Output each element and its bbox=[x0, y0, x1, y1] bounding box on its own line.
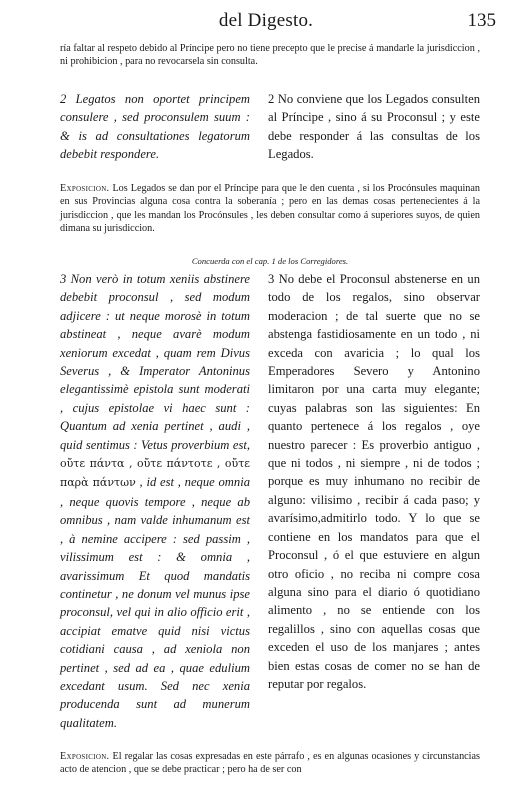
spanish-text-section-3: 3 No debe el Proconsul abstenerse en un todo de los regalos, sino observar moderacion ; de tal suerte que no se abstenga fastidiosamente en un todo , ni exceda con avaricia ; lo qual los Emperadores Severo y Antonino limitaron por una carta muy elegante; cuyas palabras son las siguientes: En quanto pertenece á los regalos , oye nuestro parecer : Es proverbio antiguo , que ni todos , ni siempre , ni de todos ; porque es muy inhumano no recibir de alguno: vilisimo , recibir á cada paso; y avarísimo,admitirlo todo. Y lo que se contiene en los mandatos para que el Proconsul , ó el que estuviere en algun otro oficio , no reciba ni compre cosa alguna sino para el diario ó quotidiano alimento , no se entiende con los regalillos , sino con aquellas cosas que exceden el uso de los manjares ; antes bien estas cosas de comer no se han de reputar por regalos. bbox=[268, 272, 480, 691]
exposicion-label: Exposicion. bbox=[60, 183, 110, 194]
latin-text-section-2: 2 Legatos non oportet principem consulere , sed proconsulem suum : & is ad consultationes legatorum debebit respondere. bbox=[60, 92, 250, 162]
concordance-note: Concuerda con el cap. 1 de los Corregidores. bbox=[191, 256, 349, 266]
latin-column-section-3 bbox=[60, 270, 250, 732]
exposicion-text: Los Legados se dan por el Príncipe para que le den cuenta , si los Procónsules maquinan en sus Provincias alguna cosa contra la soberanía ; pero en las demas cosas pertenecientes á la jurisdiccion , que les mandan los Procónsules , les deben consultar como á superiores suyos, de quien dimana su jurisdiccion. bbox=[60, 183, 480, 235]
spanish-text-section-2: 2 No conviene que los Legados consulten al Príncipe , sino á su Proconsul ; y este debe responder á las consultas de los Legados. bbox=[268, 92, 480, 162]
exposicion-paragraph-2 bbox=[60, 750, 480, 777]
spanish-column-section-3 bbox=[268, 270, 480, 693]
exposicion-text: El regalar las cosas expresadas en este párrafo , es en algunas ocasiones y circunstancias acto de atencion , que se debe practicar ; pero ha de ser con bbox=[60, 751, 480, 776]
latin-column-section-2 bbox=[60, 90, 250, 164]
latin-text-section-3 bbox=[60, 270, 250, 732]
spanish-column-section-2 bbox=[268, 90, 480, 164]
running-title: del Digesto. bbox=[218, 10, 314, 31]
continuation-paragraph: ría faltar al respeto debido al Príncipe pero no tiene precepto que le precise á mandarle la jurisdiccion , ni prohibicion , para no revocarsela sin consulta. bbox=[60, 43, 480, 67]
latin-text-part-b: , id est , neque omnia , neque quovis tempore , neque ab omnibus , nam valde inhumanum est , à nemine accipere : sed passim , vilissimum est : & omnia , avarissimum Et quod mandatis continetur , ne donum vel munus ipse proconsul, vel qui in alio officio erit , accipiat ematve quid nisi victus cotidiani causa , ad xeniola non pertinet , sed ad ea , quae edulium excedant usum. Sed nec xenia producenda sunt ad munerum qualitatem. bbox=[60, 475, 250, 730]
page-number: 135 bbox=[467, 10, 496, 31]
greek-quotation: οὔτε πάντα , οὔτε πάντοτε , οὔτε παρὰ πάντων bbox=[60, 457, 250, 490]
latin-text-part-a: 3 Non verò in totum xeniis abstinere debebit proconsul , sed modum adjicere : ut neque morosè in totum abstineat , neque avarè modum xeniorum excedat , quam rem Divus Severus , & Imperator Antoninus elegantissimè epistola sunt moderati , cujus epistolae vi haec sunt : Quantum ad xenia pertinet , audi , quid sentimus : Vetus proverbium est, bbox=[60, 272, 250, 452]
exposicion-label: Exposicion. bbox=[60, 751, 110, 762]
running-head bbox=[0, 6, 532, 40]
exposicion-paragraph-1 bbox=[60, 182, 480, 236]
